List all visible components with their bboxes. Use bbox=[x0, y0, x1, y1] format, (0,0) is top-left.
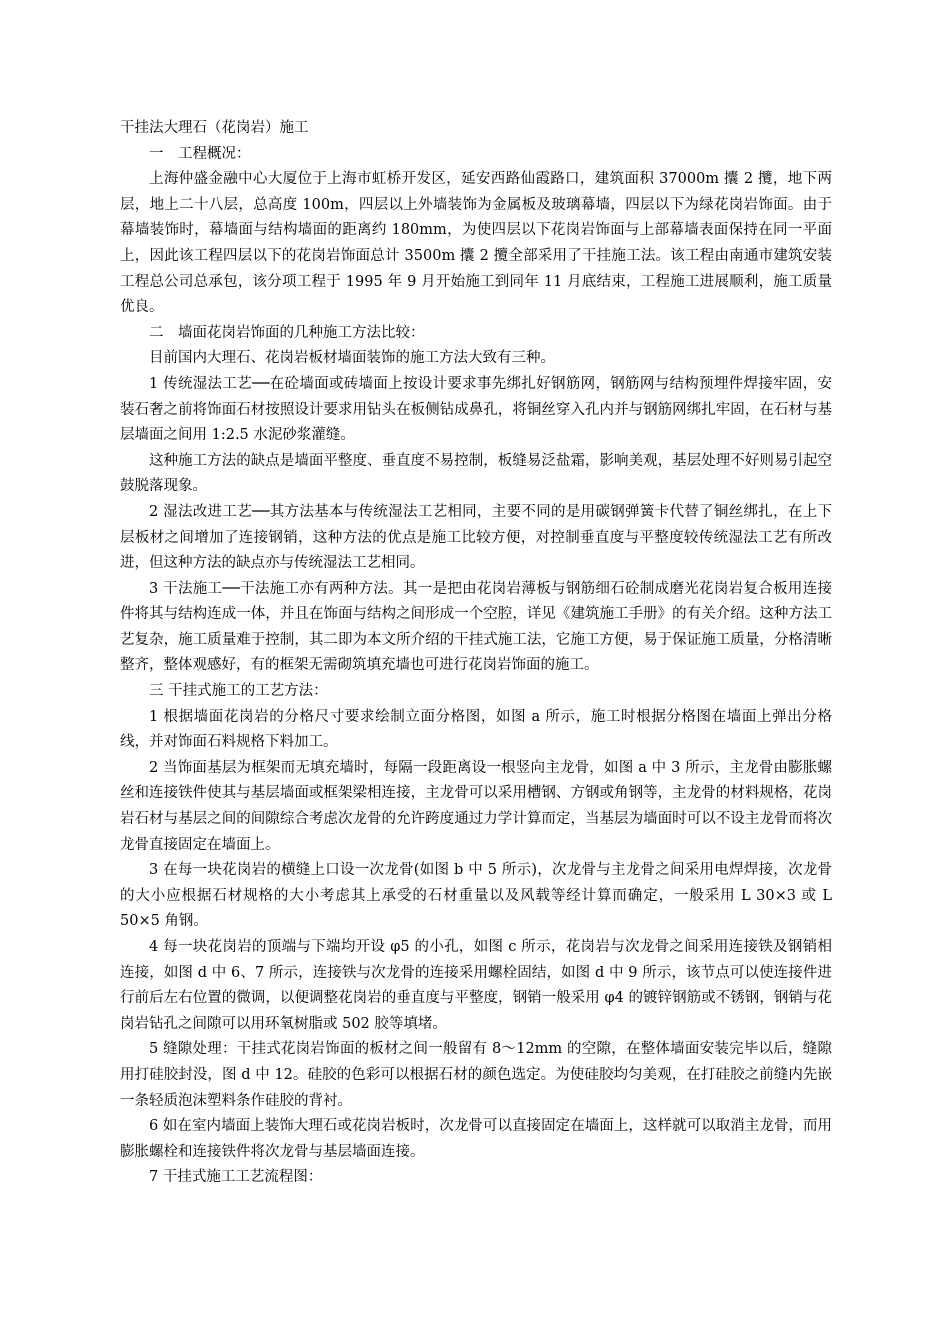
paragraph: 7 干挂式施工工艺流程图： bbox=[149, 1169, 323, 1186]
paragraph: 上海仲盛金融中心大厦位于上海市虹桥开发区，延安西路仙霞路口，建筑面积 37000m 攮 2 攬，地下两层，地上二十八层，总高度 100m，四层以上外墙装饰为金属板及玻璃幕墙，四层以下为绿花岗岩饰面。由于幕墙装饰时，幕墙面与结构墙面的距离约 180mm，为使四层以下花岗岩饰面与上部幕墙表面保持在同一平面上，因此该工程四层以下的花岗岩饰面总计 3500m 攮 2 攬全部采用了干挂施工法。该工程由南通市建筑安装工程总公司总承包，该分项工程于 1995 年 9 月开始施工到同年 11 月底结束，工程施工进展顺利，施工质量优良。 bbox=[120, 171, 832, 316]
document-body bbox=[120, 116, 832, 1191]
section-heading-1: 一 工程概况： bbox=[149, 145, 251, 162]
section-heading-2: 二 墙面花岗岩饰面的几种施工方法比较： bbox=[149, 324, 425, 341]
section-heading-3: 三 干挂式施工的工艺方法： bbox=[149, 683, 328, 700]
paragraph: 5 缝隙处理：干挂式花岗岩饰面的板材之间一般留有 8～12mm 的空隙，在整体墙面安装完毕以后，缝隙用打硅胶封没，图 d 中 12。硅胶的色彩可以根据石材的颜色选定。为使硅胶均匀美观，在打硅胶之前缝内先嵌一条轻质泡沫塑料条作硅胶的背衬。 bbox=[120, 1041, 832, 1109]
paragraph: 2 当饰面基层为框架而无填充墙时，每隔一段距离设一根竖向主龙骨，如图 a 中 3 所示，主龙骨由膨胀螺丝和连接铁件使其与基层墙面或框架梁相连接，主龙骨可以采用槽钢、方钢或角钢等，主龙骨的材料规格，花岗岩石材与基层之间的间隙综合考虑次龙骨的允许跨度通过力学计算而定，当基层为墙面时可以不设主龙骨而将次龙骨直接固定在墙面上。 bbox=[120, 759, 832, 853]
paragraph: 这种施工方法的缺点是墙面平整度、垂直度不易控制，板缝易泛盐霜，影响美观，基层处理不好则易引起空鼓脱落现象。 bbox=[120, 452, 832, 495]
paragraph: 1 传统湿法工艺──在砼墙面或砖墙面上按设计要求事先绑扎好钢筋网，钢筋网与结构预埋件焊接牢固，安装石奢之前将饰面石材按照设计要求用钻头在板侧钻成鼻孔，将铜丝穿入孔内并与钢筋网绑扎牢固，在石材与基层墙面之间用 1:2.5 水泥砂浆灌缝。 bbox=[120, 375, 832, 444]
paragraph: 4 每一块花岗岩的顶端与下端均开设 φ5 的小孔，如图 c 所示，花岗岩与次龙骨之间采用连接铁及钢销相连接，如图 d 中 6、7 所示，连接铁与次龙骨的连接采用螺栓固结，如图 d 中 9 所示，该节点可以使连接件进行前后左右位置的微调，以便调整花岗岩的垂直度与平整度，钢销一般采用 φ4 的镀锌钢筋或不锈钢，钢销与花岗岩钻孔之间隙可以用环氧树脂或 502 胶等填堵。 bbox=[120, 939, 832, 1032]
paragraph: 2 湿法改进工艺──其方法基本与传统湿法工艺相同，主要不同的是用碳钢弹簧卡代替了铜丝绑扎，在上下层板材之间增加了连接钢销，这种方法的优点是施工比较方便，对控制垂直度与平整度较传统湿法工艺有所改进，但这种方法的缺点亦与传统湿法工艺相同。 bbox=[120, 503, 832, 572]
paragraph: 3 干法施工──干法施工亦有两种方法。其一是把由花岗岩薄板与钢筋细石砼制成磨光花岗岩复合板用连接件将其与结构连成一体，并且在饰面与结构之间形成一个空腔，详见《建筑施工手册》的有关介绍。这种方法工艺复杂，施工质量难于控制，其二即为本文所介绍的干挂式施工法，它施工方便，易于保证施工质量，分格清晰整齐，整体观感好，有的框架无需砌筑填充墙也可进行花岗岩饰面的施工。 bbox=[120, 580, 832, 674]
paragraph: 6 如在室内墙面上装饰大理石或花岗岩板时，次龙骨可以直接固定在墙面上，这样就可以取消主龙骨，而用膨胀螺栓和连接铁件将次龙骨与基层墙面连接。 bbox=[120, 1118, 832, 1160]
paragraph: 1 根据墙面花岗岩的分格尺寸要求绘制立面分格图，如图 a 所示，施工时根据分格图在墙面上弹出分格线，并对饰面石料规格下料加工。 bbox=[120, 708, 832, 751]
paragraph: 目前国内大理石、花岗岩板材墙面装饰的施工方法大致有三种。 bbox=[149, 350, 555, 367]
document-title: 干挂法大理石（花岗岩）施工 bbox=[120, 120, 309, 136]
paragraph: 3 在每一块花岗岩的横缝上口设一次龙骨(如图 b 中 5 所示)，次龙骨与主龙骨之间采用电焊焊接，次龙骨的大小应根据石材规格的大小考虑其上承受的石材重量以及风载等经计算而确定，一般采用 L 30×3 或 L 50×5 角钢。 bbox=[120, 862, 832, 930]
